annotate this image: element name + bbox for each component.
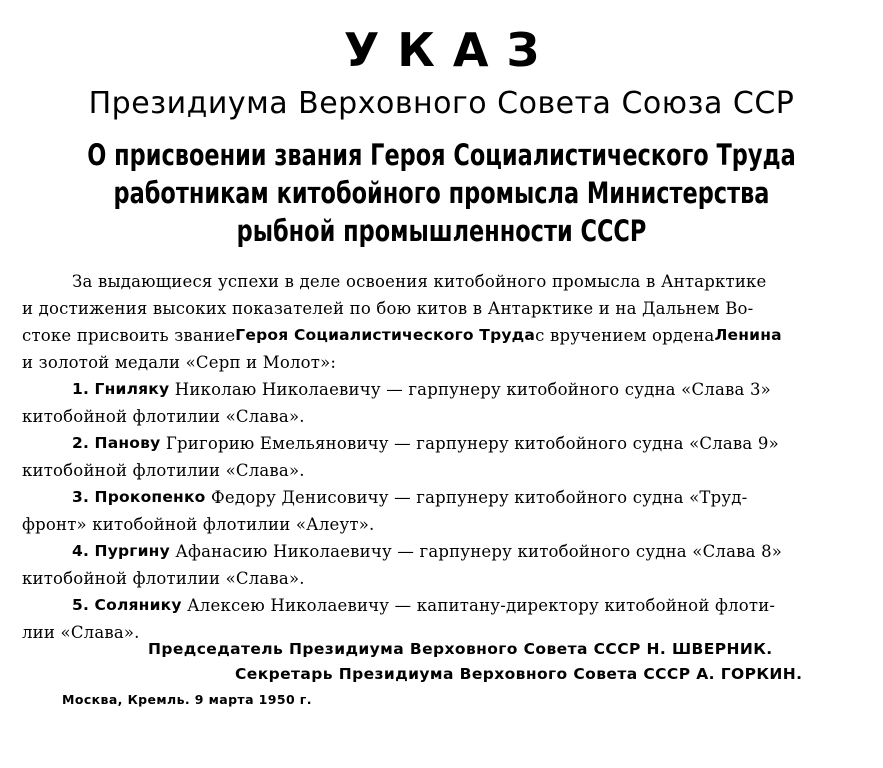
heading-line-3: рыбной промышленности СССР <box>236 214 647 248</box>
decree-subtitle: Президиума Верховного Совета Союза ССР <box>88 86 795 121</box>
awardee-3-line: 3. Прокопенко Федору Денисовичу — гарпунеру китобойного судна «Труд- <box>22 484 858 511</box>
awardee-5-cont: лии «Слава». <box>22 623 140 642</box>
awardee-2-line: 2. Панову Григорию Емельяновичу — гарпунеру китобойного судна «Слава 9» <box>22 430 858 457</box>
decree-title: УКАЗ <box>343 23 558 77</box>
decree-heading <box>62 136 821 250</box>
awardee-3-cont: фронт» китобойной флотилии «Алеут». <box>22 515 375 534</box>
awardee-3-surname: Прокопенко <box>94 488 206 506</box>
signature-secretary: Секретарь Президиума Верховного Совета СССР А. ГОРКИН. <box>235 665 803 683</box>
place-date: Москва, Кремль. 9 марта 1950 г. <box>62 692 312 707</box>
signature-chairman: Председатель Президиума Верховного Совета СССР Н. ШВЕРНИК. <box>148 640 773 658</box>
preamble-line-2: и достижения высоких показателей по бою китов в Антарктике и на Дальнем Во- <box>22 299 754 318</box>
awardee-5-surname: Солянику <box>94 596 182 614</box>
preamble-line-1: За выдающиеся успехи в деле освоения китобойного промысла в Антарктике <box>72 272 767 291</box>
order-name-text: Ленина <box>714 326 782 344</box>
heading-line-2: работникам китобойного промысла Министерства <box>113 176 770 210</box>
awardee-2-surname: Панову <box>94 434 161 452</box>
decree-body <box>22 268 858 646</box>
preamble-line-4: и золотой медали «Серп и Молот»: <box>22 353 337 372</box>
awardee-4-surname: Пургину <box>94 542 170 560</box>
awardee-2-cont: китобойной флотилии «Слава». <box>22 461 305 480</box>
awardee-5-line: 5. Солянику Алексею Николаевичу — капитану-директору китобойной флоти- <box>22 592 858 619</box>
awardee-4-line: 4. Пургину Афанасию Николаевичу — гарпунеру китобойного судна «Слава 8» <box>22 538 858 565</box>
awardee-1-cont: китобойной флотилии «Слава». <box>22 407 305 426</box>
awardee-1-line: 1. Гниляку Николаю Николаевичу — гарпунеру китобойного судна «Слава 3» <box>22 376 858 403</box>
awardee-4-cont: китобойной флотилии «Слава». <box>22 569 305 588</box>
heading-line-1: О присвоении звания Героя Социалистического Труда <box>87 138 796 172</box>
hero-title-text: Героя Социалистического Труда <box>235 326 536 344</box>
awardee-1-surname: Гниляку <box>94 380 170 398</box>
preamble-line-3: стоке присвоить звание Героя Социалистического Труда с вручением ордена Ленина <box>22 322 858 349</box>
